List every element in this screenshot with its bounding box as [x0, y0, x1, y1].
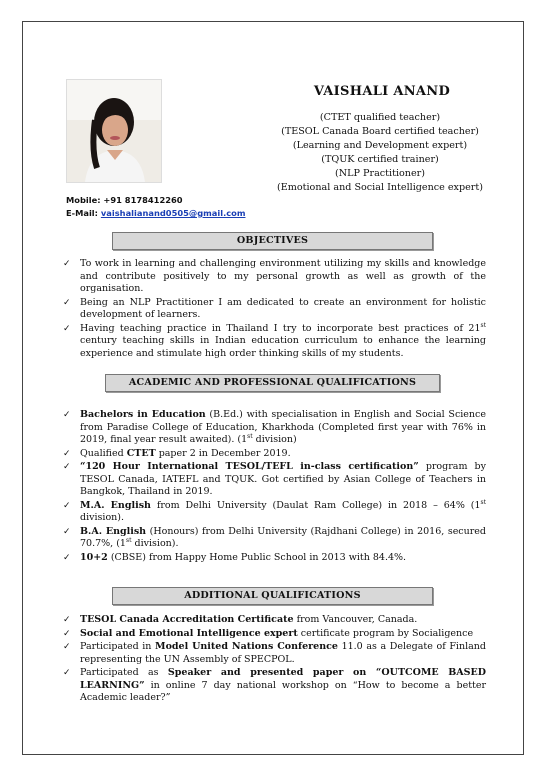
item-text: (CBSE) from Happy Home Public School in 2013 with 84.4%. [107, 551, 407, 563]
item-pre: Participated in [80, 641, 156, 652]
title-line: (TQUK certified trainer) [321, 154, 439, 165]
contact-block [66, 194, 245, 220]
mobile-number: +91 8178412260 [103, 195, 183, 205]
list-item [60, 297, 486, 322]
objectives-heading: OBJECTIVES [112, 232, 433, 250]
checkmark-icon: ✓ [63, 462, 71, 472]
additional-list [60, 614, 486, 706]
objective-text: Being an NLP Practitioner I am dedicated to create an environment for holistic development of learners. [80, 296, 486, 320]
list-item [60, 614, 486, 627]
item-text: certificate program by Socialigence [297, 627, 474, 639]
checkmark-icon: ✓ [63, 448, 71, 459]
mobile-label: Mobile: [66, 195, 101, 205]
checkmark-icon: ✓ [63, 259, 71, 269]
candidate-name: VAISHALI ANAND [313, 84, 451, 99]
item-text: from Vancouver, Canada. [293, 614, 418, 625]
item-bold: TESOL Canada Accreditation Certificate [80, 614, 294, 625]
item-bold: 10+2 [80, 551, 108, 563]
list-item [60, 552, 486, 565]
objectives-list [60, 258, 486, 361]
objective-text: Having teaching practice in Thailand I try to incorporate best practices of 21st century teaching skills in Indian education curriculum to enhance the learning experience and stimulate high order thinking skills of my students. [80, 321, 486, 359]
list-item [60, 641, 486, 666]
checkmark-icon: ✓ [63, 668, 71, 678]
item-bold: Bachelors in Education [80, 409, 206, 420]
item-bold: CTET [126, 447, 156, 459]
item-bold: B.A. English [80, 525, 147, 537]
item-text: paper 2 in December 2019. [155, 447, 291, 459]
item-text: (Honours) from Delhi University (Rajdhani College) in 2016, secured 70.7%, (1st division). [80, 525, 486, 549]
email-link[interactable]: vaishalianand0505@gmail.com [100, 208, 246, 218]
item-text: from Delhi University (Daulat Ram College) in 2018 – 64% (1st division). [80, 498, 486, 523]
mobile-line [66, 194, 245, 207]
title-line: (Learning and Development expert) [292, 140, 468, 151]
item-text: 11.0 as a Delegate of Finland representing the UN Assembly of SPECPOL. [80, 641, 486, 665]
item-bold: M.A. English [80, 499, 151, 511]
profile-photo-image [67, 80, 161, 182]
checkmark-icon: ✓ [63, 500, 71, 511]
list-item [60, 409, 486, 447]
checkmark-icon: ✓ [63, 628, 71, 639]
list-item [60, 500, 486, 525]
title-line: (CTET qualified teacher) [319, 112, 441, 123]
title-line: (TESOL Canada Board certified teacher) [281, 126, 479, 137]
item-bold: Speaker and presented paper on “OUTCOME BASED LEARNING” [80, 667, 486, 691]
checkmark-icon: ✓ [63, 526, 71, 537]
email-line [66, 207, 245, 220]
checkmark-icon: ✓ [63, 410, 71, 420]
list-item [60, 323, 486, 361]
item-text: (B.Ed.) with specialisation in English and Social Science from Paradise College of Education, Kharkhoda (Completed first year with 76% in 2019, final year result awaited). (1st division) [80, 409, 486, 445]
objective-text: To work in learning and challenging environment utilizing my skills and knowledge and contribute positively to my personal growth as well as growth of the organisation. [80, 258, 486, 294]
checkmark-icon: ✓ [63, 297, 71, 308]
additional-heading: ADDITIONAL QUALIFICATIONS [112, 587, 433, 605]
list-item [60, 526, 486, 551]
list-item [60, 448, 486, 461]
list-item [60, 258, 486, 296]
title-line: (NLP Practitioner) [335, 168, 425, 179]
title-line: (Emotional and Social Intelligence expert) [277, 182, 483, 193]
checkmark-icon: ✓ [63, 552, 71, 563]
profile-photo [66, 79, 162, 183]
checkmark-icon: ✓ [63, 642, 71, 652]
item-bold: “120 Hour International TESOL/TEFL in-class certification” [80, 461, 419, 472]
email-label: E-Mail: [66, 208, 98, 218]
item-bold: Social and Emotional Intelligence expert [80, 627, 298, 639]
item-text: in online 7 day national workshop on “How to become a better Academic leader?” [80, 679, 486, 703]
item-text: program by TESOL Canada, IATEFL and TQUK. Got certified by Asian College of Teachers in Bangkok, Thailand in 2019. [80, 461, 486, 497]
checkmark-icon: ✓ [63, 615, 71, 625]
academic-heading: ACADEMIC AND PROFESSIONAL QUALIFICATIONS [105, 374, 440, 392]
item-bold: Model United Nations Conference [155, 641, 338, 652]
professional-titles [260, 111, 500, 195]
list-item [60, 667, 486, 705]
list-item [60, 461, 486, 499]
checkmark-icon: ✓ [63, 323, 71, 334]
item-pre: Qualified [80, 447, 127, 459]
item-pre: Participated as [80, 667, 168, 678]
academic-list [60, 409, 486, 565]
list-item [60, 628, 486, 641]
